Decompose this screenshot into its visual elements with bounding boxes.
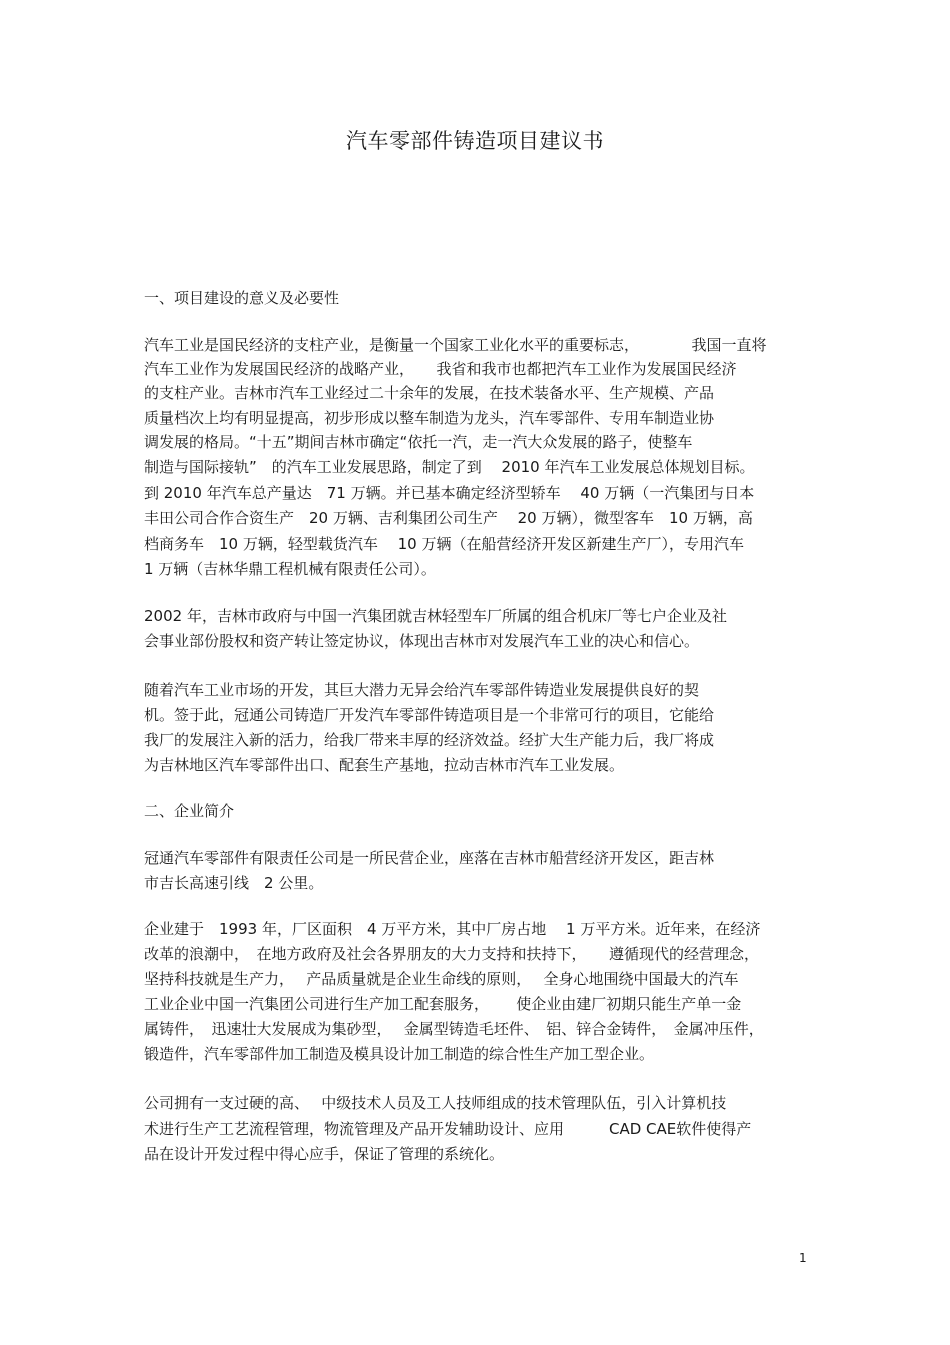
paragraph-line: 汽车工业是国民经济的支柱产业，是衡量一个国家工业化水平的重要标志， 我国一直将 [144,336,767,354]
paragraph-line: 市吉长高速引线 2 公里。 [144,874,324,892]
page-number: 1 [799,1251,807,1265]
paragraph-line: 丰田公司合作合资生产 20 万辆、吉利集团公司生产 20 万辆），微型客车 10 万辆，高 [144,509,753,527]
paragraph-line: 1 万辆（吉林华鼎工程机械有限责任公司）。 [144,560,436,578]
paragraph-line: 工业企业中国一汽集团公司进行生产加工配套服务， 使企业由建厂初期只能生产单一金 [144,995,742,1013]
paragraph-line: 机。签于此，冠通公司铸造厂开发汽车零部件铸造项目是一个非常可行的项目，它能给 [144,706,715,724]
paragraph-line: 随着汽车工业市场的开发，其巨大潜力无异会给汽车零部件铸造业发展提供良好的契 [144,681,700,699]
paragraph-line: 属铸件， 迅速壮大发展成为集砂型， 金属型铸造毛坯件、 铝、锌合金铸件， 金属冲压件， [144,1020,764,1038]
paragraph-line: 到 2010 年汽车总产量达 71 万辆。并已基本确定经济型轿车 40 万辆（一汽集团与日本 [144,484,755,502]
paragraph-line: 为吉林地区汽车零部件出口、配套生产基地，拉动吉林市汽车工业发展。 [144,756,625,774]
section-heading: 一、项目建设的意义及必要性 [144,289,340,307]
paragraph-line: 锻造件，汽车零部件加工制造及模具设计加工制造的综合性生产加工型企业。 [144,1045,655,1063]
section-heading: 二、企业简介 [144,802,235,820]
document-title: 汽车零部件铸造项目建议书 [346,129,604,153]
paragraph-line: 企业建于 1993 年，厂区面积 4 万平方米，其中厂房占地 1 万平方米。近年来，在经济 [144,920,761,938]
paragraph-line: 2002 年，吉林市政府与中国一汽集团就吉林轻型车厂所属的组合机床厂等七户企业及社 [144,607,727,625]
paragraph-line: 制造与国际接轨” 的汽车工业发展思路，制定了到 2010 年汽车工业发展总体规划目标。 [144,458,755,476]
paragraph-line: 公司拥有一支过硬的高、 中级技术人员及工人技师组成的技术管理队伍，引入计算机技 [144,1094,727,1112]
paragraph-line: 品在设计开发过程中得心应手，保证了管理的系统化。 [144,1145,505,1163]
paragraph-line: 质量档次上均有明显提高，初步形成以整车制造为龙头，汽车零部件、专用车制造业协 [144,409,715,427]
paragraph-line: 档商务车 10 万辆，轻型载货汽车 10 万辆（在船营经济开发区新建生产厂），专用汽车 [144,535,744,553]
paragraph-line: 会事业部份股权和资产转让签定协议，体现出吉林市对发展汽车工业的决心和信心。 [144,632,700,650]
paragraph-line: 我厂的发展注入新的活力，给我厂带来丰厚的经济效益。经扩大生产能力后，我厂将成 [144,731,715,749]
paragraph-line: 调发展的格局。“十五”期间吉林市确定“依托一汽，走一汽大众发展的路子，使整车 [144,433,693,451]
paragraph-line: 冠通汽车零部件有限责任公司是一所民营企业，座落在吉林市船营经济开发区，距吉林 [144,849,715,867]
paragraph-line: 汽车工业作为发展国民经济的战略产业， 我省和我市也都把汽车工业作为发展国民经济 [144,360,737,378]
paragraph-line: 术进行生产工艺流程管理，物流管理及产品开发辅助设计、应用 CAD CAE软件使得产 [144,1120,752,1138]
paragraph-line: 坚持科技就是生产力， 产品质量就是企业生命线的原则， 全身心地围绕中国最大的汽车 [144,970,739,988]
paragraph-line: 的支柱产业。吉林市汽车工业经过二十余年的发展，在技术装备水平、生产规模、产品 [144,384,715,402]
paragraph-line: 改革的浪潮中， 在地方政府及社会各界朋友的大力支持和扶持下， 遵循现代的经营理念， [144,945,760,963]
